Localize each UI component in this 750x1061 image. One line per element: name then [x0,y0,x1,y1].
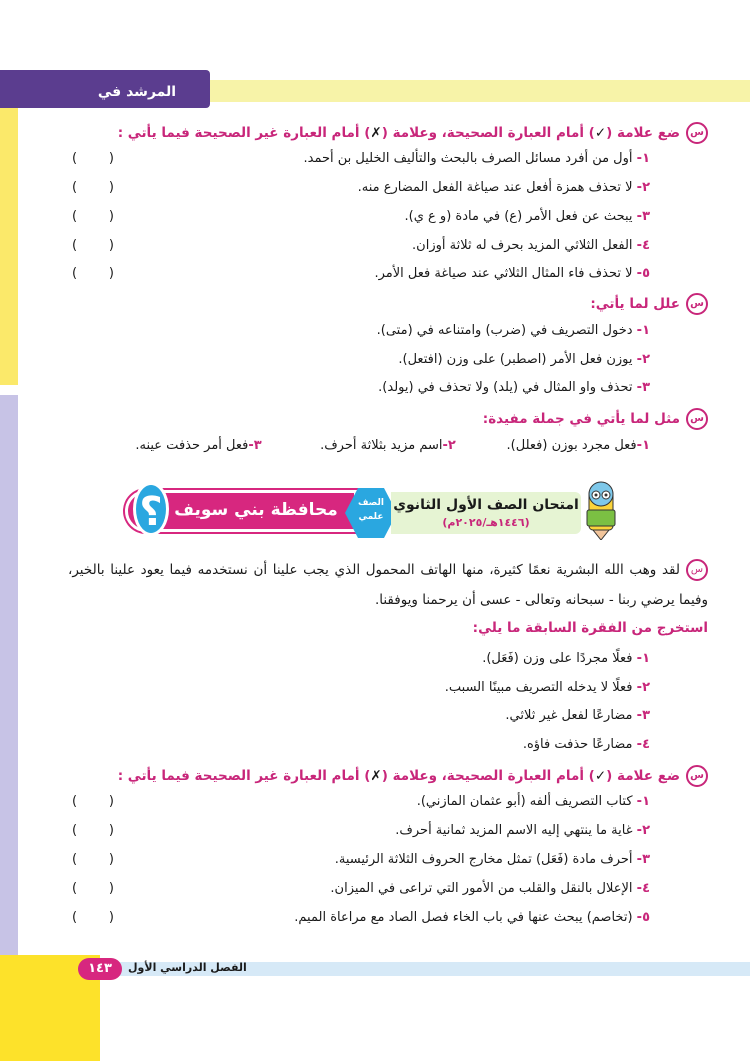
answer-blank[interactable]: ( ) [72,209,114,224]
question-5-heading: سضع علامة (✓) أمام العبارة الصحيحة، وعلامة (✗) أمام العبارة غير الصحيحة فيما يأتي : [118,765,708,787]
question-mark-icon: ؟ [133,482,169,536]
list-item: ١- دخول التصريف في (ضرب) وامتناعه في (متى). [376,323,650,338]
list-item: ٤- الفعل الثلاثي المزيد بحرف له ثلاثة أوزان. [412,238,650,253]
question-badge-icon: س [686,559,708,581]
list-item: ١- فعلًا مجردًا على وزن (فَعَل). [482,651,650,666]
page-number: ١٤٣ [78,958,122,980]
side-color-bar-yellow [0,70,18,385]
examples-row: ١-فعل مجرد بوزن (فعلل). ٢-اسم مزيد بثلاثة أحرف. ٣-فعل أمر حذفت عينه. [135,438,650,453]
answer-blank[interactable]: ( ) [72,180,114,195]
list-item: ٢- غاية ما ينتهي إليه الاسم المزيد ثمانية أحرف. [395,823,650,838]
answer-blank[interactable]: ( ) [72,910,114,925]
list-item: ٤- الإعلال بالنقل والقلب من الأمور التي تراعى في الميزان. [330,881,650,896]
question-badge-icon: س [686,408,708,430]
list-item: ٢- فعلًا لا يدخله التصريف مبينًا السبب. [444,680,650,695]
exam-year: (١٤٤٦هـ/٢٠٢٥م) [442,516,530,529]
term-label: الفصل الدراسي الأول [128,961,247,974]
list-item: ٢- يوزن فعل الأمر (اصطبر) على وزن (افتعل). [398,352,650,367]
book-title: المرشد في الصرف [72,80,202,104]
side-color-bar-lavender [0,395,18,955]
exam-title: امتحان الصف الأول الثانوي [393,497,579,513]
answer-blank[interactable]: ( ) [72,151,114,166]
track-label: الصف علمي [357,498,385,522]
question-1-heading: سضع علامة (✓) أمام العبارة الصحيحة، وعلامة (✗) أمام العبارة غير الصحيحة فيما يأتي : [118,122,708,144]
answer-blank[interactable]: ( ) [72,823,114,838]
question-2-heading: سعلل لما يأتي: [590,293,708,315]
pencil-mascot-icon [581,480,621,540]
list-item: ٣- مضارعًا لفعل غير ثلاثي. [505,708,650,723]
list-item: ٣- تحذف واو المثال في (يلد) ولا تحذف في (يولد). [378,380,650,395]
reading-paragraph: سلقد وهب الله البشرية نعمًا كثيرة، منها الهاتف المحمول الذي يجب علينا أن نستخدمه فيما يعود علينا بالخير، وفيما يرضي ربنا - سبحانه وتعالى - عسى أن يرحمنا ويوفقنا. [68,555,708,615]
list-item: ٣- يبحث عن فعل الأمر (ع) في مادة (و ع ي). [404,209,650,224]
question-badge-icon: س [686,122,708,144]
governorate-label: محافظة بني سويف [174,500,338,520]
list-item: ٥- (تخاصم) يبحث عنها في باب الخاء فصل الصاد مع مراعاة الميم. [294,910,650,925]
list-item: ٥- لا تحذف فاء المثال الثلاثي عند صياغة فعل الأمر. [374,266,650,281]
answer-blank[interactable]: ( ) [72,238,114,253]
list-item: ٤- مضارعًا حذفت فاؤه. [522,737,650,752]
question-badge-icon: س [686,765,708,787]
answer-blank[interactable]: ( ) [72,881,114,896]
exam-banner [125,480,620,546]
list-item: ١- أول من أفرد مسائل الصرف بالبحث والتأليف الخليل بن أحمد. [303,151,650,166]
extract-heading: استخرج من الفقرة السابقة ما يلي: [472,620,708,636]
answer-blank[interactable]: ( ) [72,852,114,867]
answer-blank[interactable]: ( ) [72,794,114,809]
question-3-heading: سمثل لما يأتي في جملة مفيدة: [483,408,708,430]
list-item: ١- كتاب التصريف ألفه (أبو عثمان المازني). [416,794,650,809]
answer-blank[interactable]: ( ) [72,266,114,281]
question-badge-icon: س [686,293,708,315]
list-item: ٣- أحرف مادة (فَعَل) تمثل مخارج الحروف الثلاثة الرئيسية. [334,852,650,867]
list-item: ٢- لا تحذف همزة أفعل عند صياغة الفعل المضارع منه. [357,180,650,195]
header-stripe [210,80,750,102]
